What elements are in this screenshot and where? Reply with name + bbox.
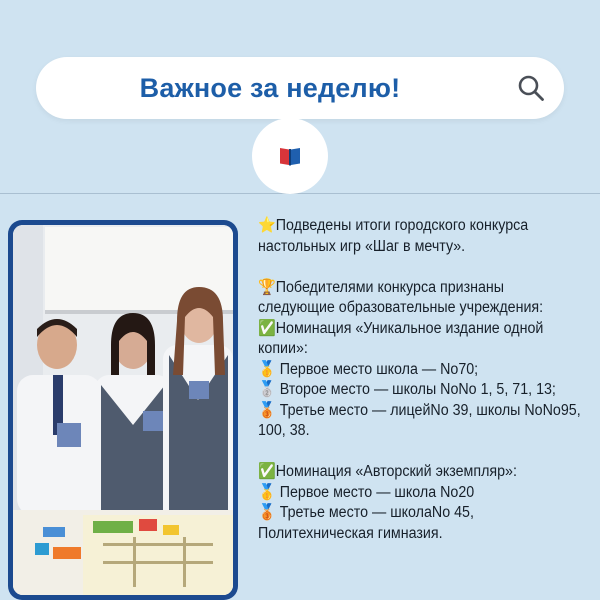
post-line: ⭐Подведены итоги городского конкурса <box>258 217 529 234</box>
post-text <box>258 216 581 544</box>
photo-frame <box>8 220 238 600</box>
post-line: 🥈 Второе место — школы NoNo 1, 5, 71, 13; <box>258 381 556 398</box>
students-photo <box>13 225 233 595</box>
search-icon[interactable] <box>516 73 546 103</box>
photo-illustration <box>13 225 233 595</box>
divider <box>0 193 600 194</box>
post-line: 🏆Победителями конкурса признаны <box>258 278 505 296</box>
post-line: 🥉 Третье место — лицейNo 39, школы NoNo95, <box>258 401 581 419</box>
blank-line <box>258 442 567 463</box>
post-line: 🥇 Первое место школа — No70; <box>258 360 479 378</box>
post-line: Политехническая гимназия. <box>258 524 443 542</box>
logo-badge <box>252 118 328 194</box>
post-line: 🥉 Третье место — школаNo 45, <box>258 504 474 521</box>
blank-line <box>258 257 567 278</box>
page-title: Важное за неделю! <box>139 72 401 103</box>
post-line: копии»: <box>258 340 308 357</box>
post-line: ✅Номинация «Авторский экземпляр»: <box>258 463 517 480</box>
post-line: 100, 38. <box>258 422 310 439</box>
search-bar[interactable] <box>36 57 564 119</box>
post-line: ✅Номинация «Уникальное издание одной <box>258 319 544 337</box>
post-line: настольных игр «Шаг в мечту». <box>258 237 466 255</box>
open-book-icon <box>278 145 302 167</box>
post-line: следующие образовательные учреждения: <box>258 299 544 316</box>
post-line: 🥇 Первое место — школа No20 <box>258 483 475 501</box>
